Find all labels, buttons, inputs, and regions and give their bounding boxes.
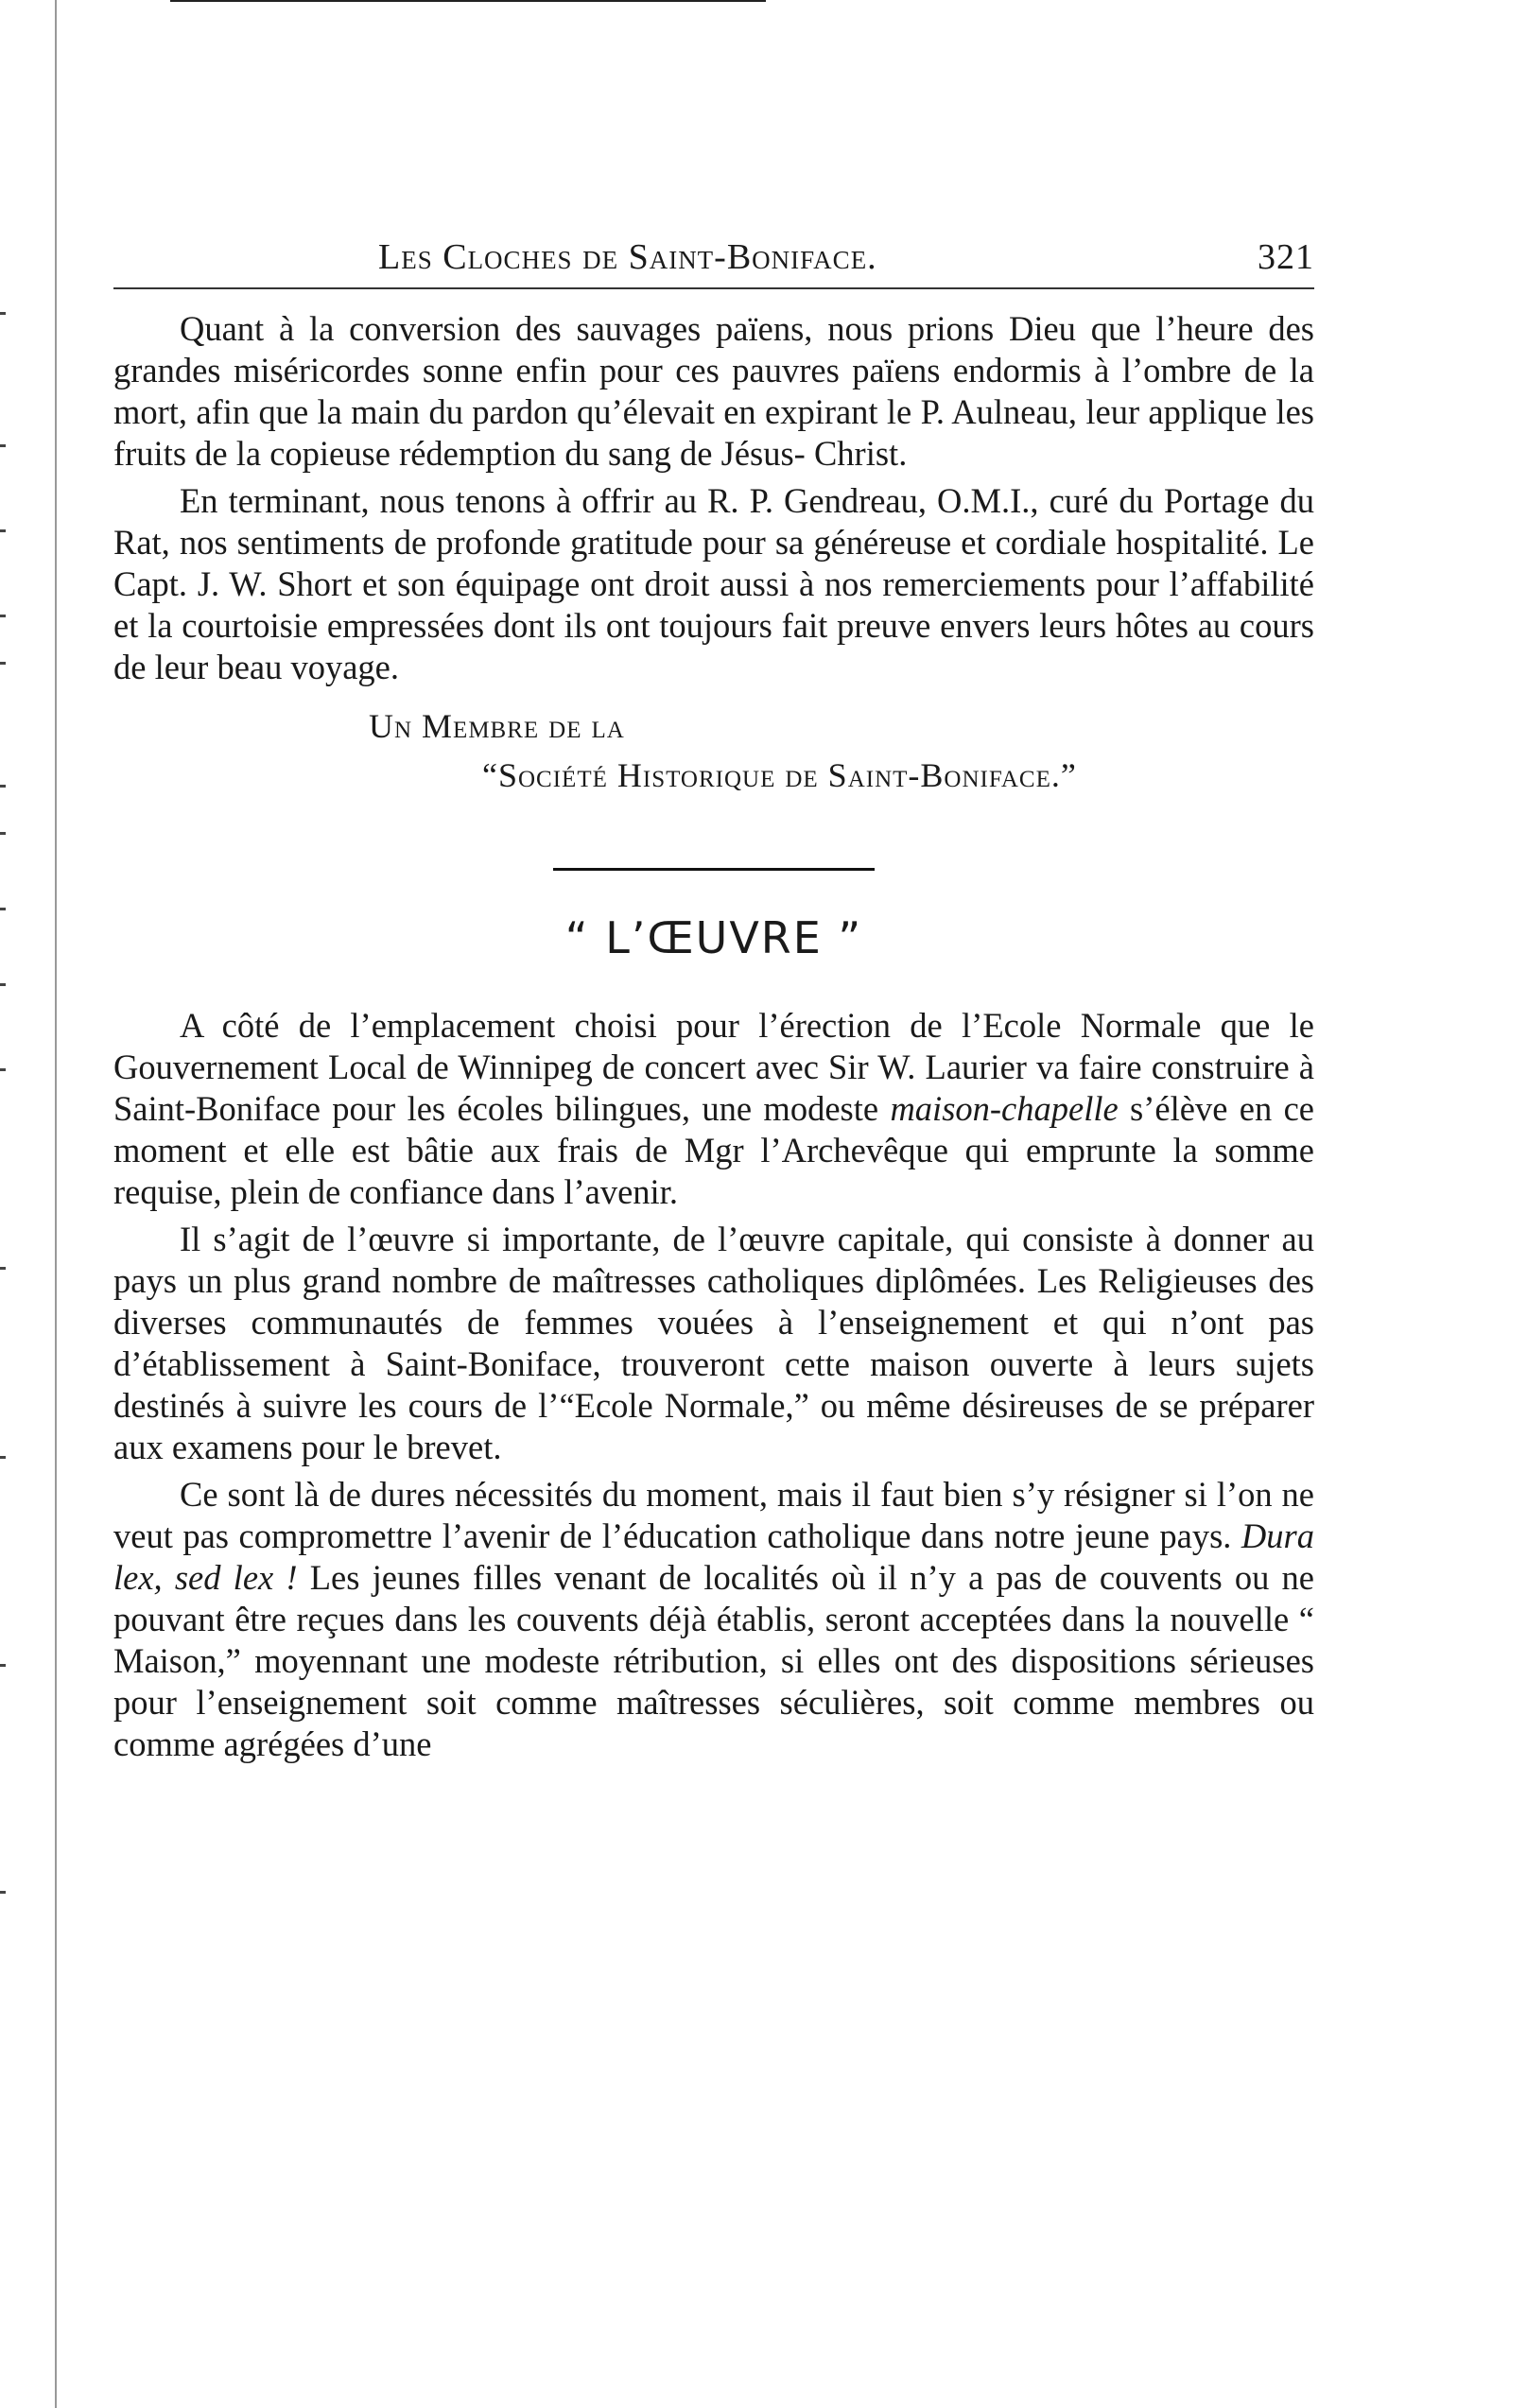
section-title: “ L’ŒUVRE ” — [564, 912, 863, 963]
paragraph — [113, 1474, 1314, 1765]
italic-term: maison-chapelle — [890, 1089, 1119, 1128]
paragraph — [113, 1005, 1314, 1213]
margin-mark — [0, 312, 6, 315]
margin-mark — [0, 785, 6, 788]
signature-block — [113, 702, 1314, 800]
header-rule — [113, 287, 1314, 289]
margin-mark — [0, 1068, 6, 1071]
scan-left-edge — [55, 0, 57, 2408]
paragraph: Il s’agit de l’œuvre si importante, de l’œuvre capitale, qui consiste à donner au pays un plus grand nombre de maîtresses catholiques diplômées. Les Religieuses des diverses communautés de femmes vouées à l’enseignement et qui n’ont pas d’établissement à Saint-Boniface, trouveront cette maison ouverte à leurs sujets destinés à suivre les cours de l’“Ecole Normale,” ou même désireuses de se préparer aux examens pour le brevet. — [113, 1220, 1314, 1466]
margin-mark — [0, 1456, 6, 1459]
margin-mark — [0, 529, 6, 532]
margin-mark — [0, 908, 6, 910]
running-head — [113, 227, 1314, 284]
paragraph-text: Ce sont là de dures nécessités du moment, mais il faut bien s’y résigner si l’on ne veut pas compromettre l’avenir de l’éducation catholique dans notre jeune pays. — [113, 1475, 1314, 1555]
margin-mark — [0, 1891, 6, 1894]
margin-mark — [0, 615, 6, 617]
signature-society: “Société Historique de Saint-Boniface.” — [482, 756, 1077, 794]
latin-phrase: Dura lex, sed lex ! — [113, 1516, 1314, 1597]
section-divider — [553, 868, 875, 871]
paragraph-text: A côté de l’emplacement choisi pour l’érection de l’Ecole Normale que le Gouvernement Local de Winnipeg de concert avec Sir W. Laurier va faire construire à Saint-Boniface pour les écoles bilingues, une modeste — [113, 1006, 1314, 1128]
paragraph: En terminant, nous tenons à offrir au R. P. Gendreau, O.M.I., curé du Portage du Rat, nos sentiments de profonde gratitude pour sa généreuse et cordiale hospitalité. Le Capt. J. W. Short et son équipage ont droit aussi à nos remerciements pour l’affabilité et la courtoisie empressées dont ils ont toujours fait preuve envers leurs hôtes au cours de leur beau voyage. — [113, 481, 1314, 686]
margin-mark — [0, 832, 6, 835]
margin-mark — [0, 1267, 6, 1270]
margin-mark — [0, 662, 6, 665]
paragraph-text: s’élève en ce moment et elle est bâtie aux frais de Mgr l’Archevêque qui emprunte la somme requise, plein de confiance dans l’avenir. — [113, 1089, 1314, 1211]
margin-mark — [0, 1664, 6, 1667]
running-title: Les Cloches de Saint-Boniface. — [378, 237, 877, 277]
book-page — [113, 227, 1314, 1765]
signature-line: Un Membre de la — [369, 707, 625, 745]
margin-mark — [0, 983, 6, 986]
paragraph-text: Les jeunes filles venant de localités où il n’y a pas de couvents ou ne pouvant être reçues dans les couvents déjà établis, seront acceptées dans la nouvelle “ Maison,” moyennant une modeste rétribution, si elles ont des dispositions sérieuses pour l’enseignement soit comme maîtresses séculières, soit comme membres ou comme agrégées d’une — [113, 1558, 1314, 1763]
page-number: 321 — [1258, 237, 1314, 277]
paragraph: Quant à la conversion des sauvages païens, nous prions Dieu que l’heure des grandes miséricordes sonne enfin pour ces pauvres païens endormis à l’ombre de la mort, afin que la main du pardon qu’élevait en expirant le P. Aulneau, leur applique les fruits de la copieuse rédemption du sang de Jésus- Christ. — [113, 309, 1314, 473]
margin-mark — [0, 444, 6, 447]
scan-top-rule — [170, 0, 766, 2]
